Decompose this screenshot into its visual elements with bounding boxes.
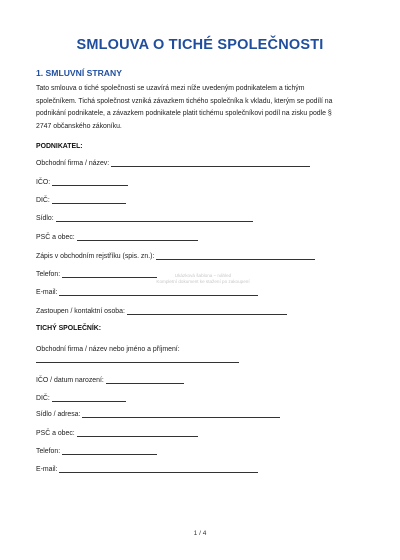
fill-line	[59, 288, 258, 296]
podnikatel-telefon-field[interactable]	[36, 268, 157, 278]
intro-line: podnikání podnikatele, a závazkem podnikatele platit tichému společníkovi podíl na zisku podle §	[36, 110, 332, 118]
fill-line	[62, 270, 157, 278]
podnikatel-email-field[interactable]	[36, 286, 258, 296]
field-label: PSČ a obec:	[36, 234, 75, 241]
field-label: Obchodní firma / název:	[36, 160, 110, 167]
fill-line	[36, 361, 239, 363]
field-label: E-mail:	[36, 289, 58, 296]
field-label: Telefon:	[36, 271, 61, 278]
field-label: Zápis v obchodním rejstříku (spis. zn.):	[36, 253, 155, 260]
field-label: Obchodní firma / název nebo jméno a příjmení:	[36, 346, 180, 353]
field-label: IČO / datum narození:	[36, 377, 104, 384]
watermark	[148, 273, 258, 285]
podnikatel-obchodni-firma-field[interactable]	[36, 157, 310, 167]
fill-line	[62, 447, 157, 455]
field-label: Telefon:	[36, 448, 61, 455]
tichy-spolecnik-heading: TICHÝ SPOLEČNÍK:	[36, 325, 102, 332]
section-heading-smluvni-strany: 1. SMLUVNÍ STRANY	[36, 68, 122, 78]
fill-line	[111, 159, 310, 167]
tichy-dic-field[interactable]	[36, 392, 126, 402]
field-label: DIČ:	[36, 395, 50, 402]
fill-line	[59, 465, 258, 473]
field-label: PSČ a obec:	[36, 430, 75, 437]
tichy-telefon-field[interactable]	[36, 445, 157, 455]
watermark-line: Ukázková šablona – náhled	[174, 273, 232, 278]
podnikatel-dic-field[interactable]	[36, 194, 126, 204]
podnikatel-ico-field[interactable]	[36, 176, 128, 186]
tichy-email-field[interactable]	[36, 463, 258, 473]
field-label: DIČ:	[36, 197, 50, 204]
fill-line	[82, 410, 280, 418]
podnikatel-sidlo-field[interactable]	[36, 212, 253, 222]
watermark-line: Kompletní dokument ke stažení po zakoupení	[156, 279, 250, 284]
podnikatel-heading: PODNIKATEL:	[36, 143, 83, 150]
podnikatel-psc-obec-field[interactable]	[36, 231, 198, 241]
fill-line	[77, 233, 198, 241]
fill-line	[77, 429, 198, 437]
field-label: Sídlo:	[36, 215, 54, 222]
podnikatel-rejstrik-field[interactable]	[36, 250, 315, 260]
field-label: Sídlo / adresa:	[36, 411, 81, 418]
tichy-ico-datum-field[interactable]	[36, 374, 184, 384]
page-number: 1 / 4	[193, 530, 207, 537]
tichy-obchodni-firma-field[interactable]	[36, 343, 180, 353]
intro-paragraph	[36, 83, 368, 133]
intro-line: Tato smlouva o tiché společnosti se uzavírá mezi níže uvedeným podnikatelem a tichým	[36, 85, 305, 92]
document-title: SMLOUVA O TICHÉ SPOLEČNOSTI	[76, 37, 324, 53]
fill-line	[106, 376, 184, 384]
fill-line	[156, 252, 315, 260]
field-label: E-mail:	[36, 466, 58, 473]
intro-line: společníkem. Tichá společnost vzniká závazkem tichého společníka k vkladu, kterým se podílí na	[36, 97, 333, 105]
tichy-psc-obec-field[interactable]	[36, 427, 198, 437]
fill-line	[127, 307, 287, 315]
fill-line	[52, 394, 126, 402]
intro-line: 2747 občanského zákoníku.	[36, 122, 122, 130]
fill-line	[52, 178, 128, 186]
field-label: Zastoupen / kontaktní osoba:	[36, 308, 125, 315]
tichy-sidlo-adresa-field[interactable]	[36, 408, 280, 418]
fill-line	[56, 214, 253, 222]
podnikatel-zastoupen-field[interactable]	[36, 305, 287, 315]
field-label: IČO:	[36, 179, 51, 186]
fill-line	[52, 196, 126, 204]
